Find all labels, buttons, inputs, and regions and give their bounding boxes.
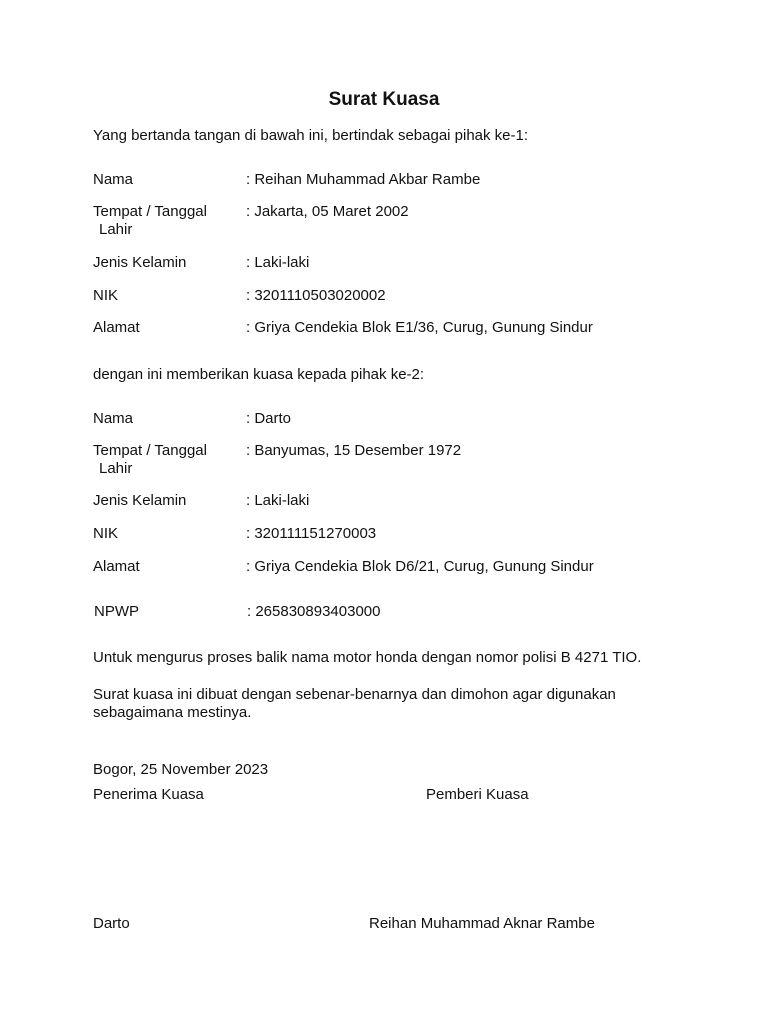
party2-npwp-value: : 265830893403000 (247, 603, 381, 620)
party2-ttl-label-line1: Tempat / Tanggal (93, 442, 207, 459)
party2-ttl-label-line2: Lahir (99, 460, 133, 477)
party2-nik-value: : 320111151270003 (246, 525, 377, 542)
party1-nama-label: Nama (93, 171, 134, 188)
party2-jk-value: : Laki-laki (246, 492, 310, 509)
place-date: Bogor, 25 November 2023 (93, 761, 269, 778)
party2-alamat-value: : Griya Cendekia Blok D6/21, Curug, Gunung Sindur (246, 558, 594, 575)
giver-label: Pemberi Kuasa (426, 786, 529, 803)
party1-nama-value: : Reihan Muhammad Akbar Rambe (246, 171, 481, 188)
party1-alamat-row (0, 319, 768, 359)
party1-ttl-label (93, 203, 233, 239)
closing-text: Surat kuasa ini dibuat dengan sebenar-benarnya dan dimohon agar digunakan sebagaimana mestinya. (93, 686, 616, 721)
party1-jk-label: Jenis Kelamin (93, 254, 187, 271)
party2-nama-label: Nama (93, 410, 134, 427)
party2-nama-value: : Darto (246, 410, 292, 427)
party2-ttl-row (0, 442, 768, 482)
party2-nik-label: NIK (93, 525, 119, 542)
party2-alamat-row (0, 558, 768, 598)
purpose-text: Untuk mengurus proses balik nama motor honda dengan nomor polisi B 4271 TIO. (93, 649, 642, 666)
party1-alamat-label: Alamat (93, 319, 140, 336)
party1-ttl-label-line1: Tempat / Tanggal (93, 203, 207, 220)
party1-ttl-value: : Jakarta, 05 Maret 2002 (246, 203, 409, 220)
party2-ttl-label (93, 442, 233, 478)
document-title: Surat Kuasa (328, 89, 440, 110)
party2-jk-label: Jenis Kelamin (93, 492, 187, 509)
receiver-label: Penerima Kuasa (93, 786, 204, 803)
party1-alamat-value: : Griya Cendekia Blok E1/36, Curug, Gunung Sindur (246, 319, 593, 336)
party1-jk-value: : Laki-laki (246, 254, 310, 271)
party2-ttl-value: : Banyumas, 15 Desember 1972 (246, 442, 462, 459)
party2-npwp-row (0, 603, 768, 643)
party1-nik-label: NIK (93, 287, 119, 304)
party1-nik-value: : 3201110503020002 (246, 287, 386, 304)
party2-npwp-label: NPWP (94, 603, 139, 620)
giver-name: Reihan Muhammad Aknar Rambe (369, 915, 595, 932)
intro-text: Yang bertanda tangan di bawah ini, bertindak sebagai pihak ke-1: (93, 127, 529, 144)
party1-ttl-label-line2: Lahir (99, 221, 133, 238)
party2-alamat-label: Alamat (93, 558, 140, 575)
transition-text: dengan ini memberikan kuasa kepada pihak ke-2: (93, 366, 425, 383)
receiver-name: Darto (93, 915, 130, 932)
party1-ttl-row (0, 203, 768, 243)
